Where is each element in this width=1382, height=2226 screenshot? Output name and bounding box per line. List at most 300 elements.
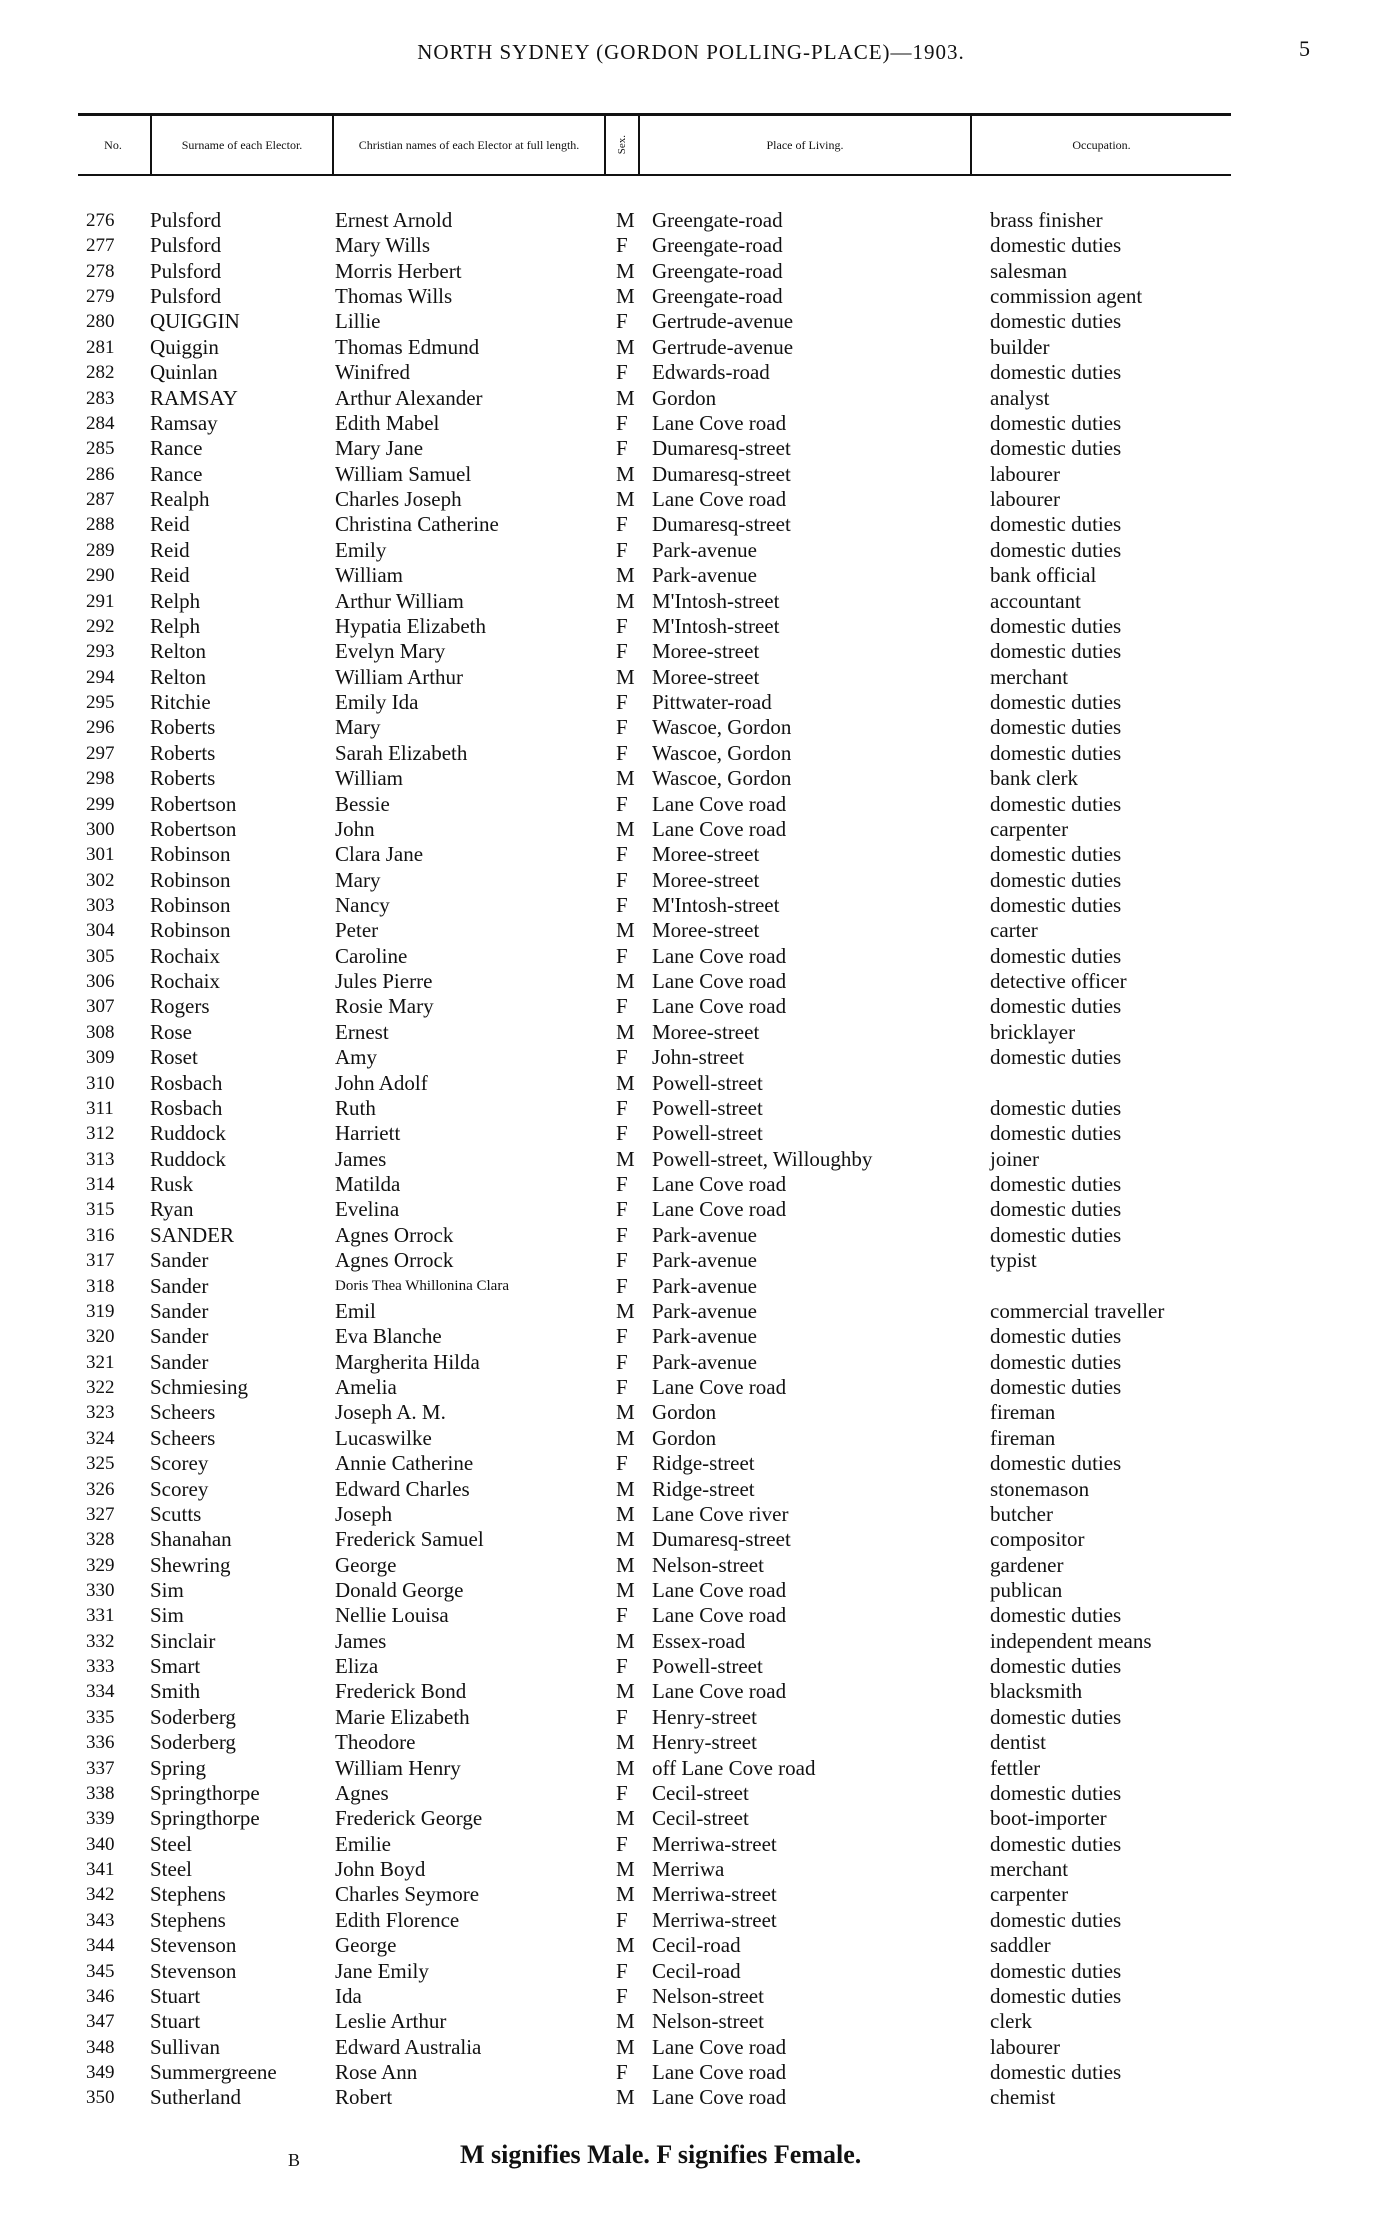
elector-occupation: merchant <box>990 664 1069 689</box>
elector-occupation: domestic duties <box>990 867 1122 892</box>
elector-sex: M <box>616 766 635 791</box>
elector-surname: Rosbach <box>150 1070 223 1095</box>
elector-christian-names: Arthur Alexander <box>335 385 483 410</box>
table-row <box>0 2035 1382 2060</box>
elector-place-of-living: Wascoe, Gordon <box>652 766 792 791</box>
elector-occupation: domestic duties <box>990 613 1122 638</box>
elector-place-of-living: Moree-street <box>652 1019 760 1044</box>
elector-christian-names: Ernest <box>335 1019 389 1044</box>
elector-christian-names: Frederick Samuel <box>335 1527 484 1552</box>
elector-place-of-living: Merriwa-street <box>652 1907 777 1932</box>
elector-sex: F <box>616 233 628 258</box>
elector-surname: Stevenson <box>150 1958 237 1983</box>
elector-number: 281 <box>86 336 115 358</box>
elector-occupation: typist <box>990 1248 1037 1273</box>
table-row <box>0 487 1382 512</box>
elector-number: 278 <box>86 260 115 282</box>
elector-place-of-living: Powell-street <box>652 1654 763 1679</box>
elector-christian-names: John Boyd <box>335 1857 426 1882</box>
elector-surname: Stephens <box>150 1907 226 1932</box>
elector-sex: M <box>616 2034 635 2059</box>
elector-number: 290 <box>86 565 115 587</box>
elector-surname: SANDER <box>150 1222 235 1247</box>
elector-occupation: bricklayer <box>990 1019 1076 1044</box>
elector-number: 314 <box>86 1174 115 1196</box>
table-row <box>0 842 1382 867</box>
elector-sex: F <box>616 1375 628 1400</box>
table-row <box>0 1324 1382 1349</box>
elector-sex: F <box>616 1831 628 1856</box>
elector-sex: F <box>616 639 628 664</box>
elector-number: 342 <box>86 1884 115 1906</box>
elector-number: 279 <box>86 286 115 308</box>
table-row <box>0 1172 1382 1197</box>
elector-surname: Robertson <box>150 791 237 816</box>
elector-number: 329 <box>86 1554 115 1576</box>
elector-sex: M <box>616 461 635 486</box>
elector-place-of-living: Lane Cove road <box>652 487 787 512</box>
elector-surname: Soderberg <box>150 1730 236 1755</box>
elector-occupation: saddler <box>990 1933 1051 1958</box>
elector-occupation: labourer <box>990 2034 1060 2059</box>
elector-place-of-living: Lane Cove road <box>652 943 787 968</box>
table-row <box>0 1451 1382 1476</box>
elector-christian-names: Sarah Elizabeth <box>335 740 468 765</box>
elector-sex: M <box>616 1933 635 1958</box>
header-no: No. <box>104 137 122 152</box>
elector-occupation: commercial traveller <box>990 1298 1165 1323</box>
elector-sex: F <box>616 360 628 385</box>
elector-surname: Sullivan <box>150 2034 221 2059</box>
elector-surname: Springthorpe <box>150 1780 260 1805</box>
elector-place-of-living: Park-avenue <box>652 1349 757 1374</box>
elector-number: 292 <box>86 615 115 637</box>
elector-number: 339 <box>86 1808 115 1830</box>
elector-place-of-living: Merriwa-street <box>652 1882 777 1907</box>
elector-christian-names: Emil <box>335 1298 376 1323</box>
elector-sex: M <box>616 2009 635 2034</box>
elector-sex: M <box>616 563 635 588</box>
table-row <box>0 1832 1382 1857</box>
elector-occupation: domestic duties <box>990 1451 1122 1476</box>
elector-sex: F <box>616 1704 628 1729</box>
elector-place-of-living: Merriwa <box>652 1857 725 1882</box>
elector-sex: F <box>616 1222 628 1247</box>
elector-place-of-living: Gertrude-avenue <box>652 309 794 334</box>
elector-occupation: domestic duties <box>990 1375 1122 1400</box>
elector-surname: Quinlan <box>150 360 218 385</box>
elector-sex: F <box>616 1780 628 1805</box>
elector-occupation: fireman <box>990 1425 1056 1450</box>
elector-sex: F <box>616 1273 628 1298</box>
table-row <box>0 1020 1382 1045</box>
elector-surname: Pulsford <box>150 258 222 283</box>
elector-surname: Shewring <box>150 1552 231 1577</box>
elector-sex: M <box>616 1146 635 1171</box>
elector-surname: Scutts <box>150 1501 202 1526</box>
elector-place-of-living: John-street <box>652 1045 745 1070</box>
elector-number: 313 <box>86 1148 115 1170</box>
elector-sex: M <box>616 1527 635 1552</box>
elector-place-of-living: Edwards-road <box>652 360 770 385</box>
elector-occupation: domestic duties <box>990 690 1122 715</box>
elector-christian-names: Donald George <box>335 1577 464 1602</box>
elector-christian-names: Eva Blanche <box>335 1324 442 1349</box>
table-row <box>0 1274 1382 1299</box>
elector-occupation: domestic duties <box>990 1222 1122 1247</box>
elector-surname: Sutherland <box>150 2085 241 2110</box>
elector-occupation: domestic duties <box>990 892 1122 917</box>
elector-sex: M <box>616 258 635 283</box>
elector-number: 324 <box>86 1427 115 1449</box>
table-row <box>0 436 1382 461</box>
table-row <box>0 1629 1382 1654</box>
table-row <box>0 589 1382 614</box>
elector-occupation: bank official <box>990 563 1097 588</box>
elector-occupation: carpenter <box>990 1882 1069 1907</box>
elector-surname: Robertson <box>150 816 237 841</box>
table-row <box>0 1426 1382 1451</box>
elector-number: 341 <box>86 1859 115 1881</box>
table-row <box>0 1756 1382 1781</box>
elector-surname: Schmiesing <box>150 1375 248 1400</box>
elector-surname: Relph <box>150 588 201 613</box>
elector-christian-names: Hypatia Elizabeth <box>335 613 487 638</box>
elector-occupation: blacksmith <box>990 1679 1083 1704</box>
elector-surname: RAMSAY <box>150 385 238 410</box>
elector-sex: M <box>616 1628 635 1653</box>
table-row <box>0 1350 1382 1375</box>
elector-surname: Stevenson <box>150 1933 237 1958</box>
elector-place-of-living: Park-avenue <box>652 1222 757 1247</box>
elector-place-of-living: Nelson-street <box>652 1552 764 1577</box>
sex-legend-footer: M signifies Male. F signifies Female. <box>460 2140 862 2169</box>
elector-number: 322 <box>86 1377 115 1399</box>
elector-christian-names: William Samuel <box>335 461 472 486</box>
elector-christian-names: Nellie Louisa <box>335 1603 449 1628</box>
elector-surname: Robinson <box>150 918 231 943</box>
table-row <box>0 1096 1382 1121</box>
elector-sex: M <box>616 2085 635 2110</box>
elector-place-of-living: Lane Cove road <box>652 1603 787 1628</box>
elector-sex: M <box>616 918 635 943</box>
table-row <box>0 2009 1382 2034</box>
elector-place-of-living: Lane Cove road <box>652 1197 787 1222</box>
table-row <box>0 1654 1382 1679</box>
elector-sex: M <box>616 1755 635 1780</box>
elector-christian-names: John Adolf <box>335 1070 428 1095</box>
elector-christian-names: George <box>335 1552 397 1577</box>
elector-surname: Robinson <box>150 842 231 867</box>
elector-surname: Realph <box>150 487 210 512</box>
elector-place-of-living: Greengate-road <box>652 233 783 258</box>
elector-christian-names: Robert <box>335 2085 393 2110</box>
elector-occupation: domestic duties <box>990 1324 1122 1349</box>
table-row <box>0 2085 1382 2110</box>
elector-christian-names: Amy <box>335 1045 377 1070</box>
table-row <box>0 1578 1382 1603</box>
elector-number: 277 <box>86 235 115 257</box>
elector-place-of-living: Dumaresq-street <box>652 436 791 461</box>
elector-number: 319 <box>86 1300 115 1322</box>
elector-place-of-living: Merriwa-street <box>652 1831 777 1856</box>
elector-place-of-living: M'Intosh-street <box>652 613 780 638</box>
elector-christian-names: Mary <box>335 715 381 740</box>
elector-sex: F <box>616 537 628 562</box>
table-row <box>0 1299 1382 1324</box>
elector-surname: Ritchie <box>150 690 211 715</box>
elector-sex: F <box>616 842 628 867</box>
elector-number: 320 <box>86 1326 115 1348</box>
elector-place-of-living: Greengate-road <box>652 284 783 309</box>
elector-number: 327 <box>86 1503 115 1525</box>
elector-occupation: domestic duties <box>990 1780 1122 1805</box>
table-row <box>0 411 1382 436</box>
elector-occupation: joiner <box>990 1146 1039 1171</box>
elector-number: 336 <box>86 1732 115 1754</box>
table-row <box>0 614 1382 639</box>
elector-sex: M <box>616 1400 635 1425</box>
elector-surname: Roberts <box>150 740 216 765</box>
elector-christian-names: Edith Mabel <box>335 410 440 435</box>
elector-place-of-living: Lane Cove road <box>652 2085 787 2110</box>
elector-christian-names: Margherita Hilda <box>335 1349 480 1374</box>
elector-number: 307 <box>86 996 115 1018</box>
elector-sex: F <box>616 943 628 968</box>
elector-christian-names: Mary <box>335 867 381 892</box>
table-row <box>0 741 1382 766</box>
elector-christian-names: Mary Jane <box>335 436 424 461</box>
elector-christian-names: Caroline <box>335 943 408 968</box>
elector-place-of-living: Nelson-street <box>652 2009 764 2034</box>
elector-christian-names: Thomas Wills <box>335 284 453 309</box>
elector-sex: M <box>616 1577 635 1602</box>
table-row <box>0 1502 1382 1527</box>
elector-place-of-living: Lane Cove road <box>652 2060 787 2084</box>
elector-occupation: domestic duties <box>990 233 1122 258</box>
elector-place-of-living: Moree-street <box>652 664 760 689</box>
elector-christian-names: Lillie <box>335 309 381 334</box>
elector-place-of-living: Essex-road <box>652 1628 746 1653</box>
elector-place-of-living: Powell-street <box>652 1121 763 1146</box>
elector-occupation: domestic duties <box>990 1121 1122 1146</box>
elector-surname: Reid <box>150 512 190 537</box>
elector-number: 285 <box>86 438 115 460</box>
elector-surname: Shanahan <box>150 1527 232 1552</box>
elector-sex: M <box>616 664 635 689</box>
elector-surname: Roset <box>150 1045 198 1070</box>
elector-occupation: salesman <box>990 258 1067 283</box>
elector-place-of-living: Dumaresq-street <box>652 1527 791 1552</box>
elector-christian-names: William Arthur <box>335 664 464 689</box>
elector-occupation: domestic duties <box>990 360 1122 385</box>
elector-place-of-living: Park-avenue <box>652 1324 757 1349</box>
elector-surname: Sinclair <box>150 1628 216 1653</box>
elector-sex: F <box>616 1324 628 1349</box>
elector-place-of-living: Gertrude-avenue <box>652 334 794 359</box>
table-row <box>0 386 1382 411</box>
elector-occupation: domestic duties <box>990 436 1122 461</box>
elector-surname: Ryan <box>150 1197 194 1222</box>
elector-place-of-living: off Lane Cove road <box>652 1755 816 1780</box>
table-row <box>0 538 1382 563</box>
elector-sex: M <box>616 1806 635 1831</box>
elector-sex: F <box>616 1958 628 1983</box>
elector-christian-names: Thomas Edmund <box>335 334 480 359</box>
elector-occupation: boot-importer <box>990 1806 1107 1831</box>
elector-surname: Robinson <box>150 892 231 917</box>
elector-sex: F <box>616 1603 628 1628</box>
elector-place-of-living: Lane Cove road <box>652 1375 787 1400</box>
elector-place-of-living: Moree-street <box>652 639 760 664</box>
elector-occupation: merchant <box>990 1857 1069 1882</box>
elector-number: 296 <box>86 717 115 739</box>
elector-number: 317 <box>86 1250 115 1272</box>
elector-place-of-living: Henry-street <box>652 1730 757 1755</box>
elector-sex: M <box>616 1857 635 1882</box>
elector-occupation: domestic duties <box>990 842 1122 867</box>
elector-number: 345 <box>86 1960 115 1982</box>
elector-place-of-living: Lane Cove road <box>652 1172 787 1197</box>
table-row <box>0 715 1382 740</box>
elector-sex: F <box>616 867 628 892</box>
elector-number: 343 <box>86 1909 115 1931</box>
elector-number: 328 <box>86 1529 115 1551</box>
elector-occupation: domestic duties <box>990 994 1122 1019</box>
elector-christian-names: George <box>335 1933 397 1958</box>
elector-sex: M <box>616 1425 635 1450</box>
table-row <box>0 563 1382 588</box>
table-row <box>0 335 1382 360</box>
elector-christian-names: Mary Wills <box>335 233 431 258</box>
elector-number: 326 <box>86 1478 115 1500</box>
elector-christian-names: Frederick Bond <box>335 1679 467 1704</box>
elector-number: 288 <box>86 514 115 536</box>
elector-occupation: domestic duties <box>990 309 1122 334</box>
elector-christian-names: Nancy <box>335 892 390 917</box>
table-row <box>0 690 1382 715</box>
table-row <box>0 665 1382 690</box>
elector-surname: Smith <box>150 1679 201 1704</box>
elector-christian-names: Doris Thea Whillonina Clara <box>335 1277 509 1294</box>
elector-occupation: domestic duties <box>990 512 1122 537</box>
elector-occupation: domestic duties <box>990 1704 1122 1729</box>
elector-surname: Sander <box>150 1248 209 1273</box>
elector-place-of-living: Henry-street <box>652 1704 757 1729</box>
table-row <box>0 1603 1382 1628</box>
elector-place-of-living: Powell-street, Willoughby <box>652 1146 873 1171</box>
elector-number: 349 <box>86 2062 115 2083</box>
elector-sex: F <box>616 740 628 765</box>
elector-christian-names: Evelyn Mary <box>335 639 446 664</box>
elector-christian-names: Matilda <box>335 1172 401 1197</box>
table-row <box>0 1781 1382 1806</box>
elector-surname: Sander <box>150 1324 209 1349</box>
elector-occupation: butcher <box>990 1501 1053 1526</box>
elector-christian-names: Emilie <box>335 1831 391 1856</box>
elector-surname: Rance <box>150 436 203 461</box>
elector-occupation: bank clerk <box>990 766 1079 791</box>
elector-christian-names: Ida <box>335 1983 362 2008</box>
elector-surname: Roberts <box>150 766 216 791</box>
elector-number: 294 <box>86 666 115 688</box>
elector-occupation: carter <box>990 918 1038 943</box>
table-row <box>0 1806 1382 1831</box>
elector-christian-names: Amelia <box>335 1375 397 1400</box>
header-christian-names: Christian names of each Elector at full length. <box>358 137 580 152</box>
elector-place-of-living: Lane Cove river <box>652 1501 789 1526</box>
table-row <box>0 1882 1382 1907</box>
elector-occupation: domestic duties <box>990 1654 1122 1679</box>
elector-surname: Scheers <box>150 1400 216 1425</box>
elector-sex: M <box>616 1882 635 1907</box>
elector-christian-names: Ernest Arnold <box>335 208 453 232</box>
elector-sex: F <box>616 1197 628 1222</box>
elector-surname: Scorey <box>150 1451 209 1476</box>
elector-number: 305 <box>86 945 115 967</box>
elector-christian-names: Ruth <box>335 1095 376 1120</box>
table-row <box>0 1071 1382 1096</box>
table-row <box>0 994 1382 1019</box>
elector-number: 289 <box>86 539 115 561</box>
elector-place-of-living: Cecil-road <box>652 1958 741 1983</box>
elector-place-of-living: Wascoe, Gordon <box>652 715 792 740</box>
elector-surname: Sander <box>150 1298 209 1323</box>
elector-number: 295 <box>86 692 115 714</box>
elector-occupation: commission agent <box>990 284 1143 309</box>
elector-place-of-living: Cecil-road <box>652 1933 741 1958</box>
elector-surname: Rogers <box>150 994 210 1019</box>
elector-occupation: clerk <box>990 2009 1032 2034</box>
elector-christian-names: Charles Seymore <box>335 1882 480 1907</box>
table-row <box>0 1908 1382 1933</box>
elector-occupation: compositor <box>990 1527 1085 1552</box>
table-row <box>0 512 1382 537</box>
header-occupation: Occupation. <box>1072 137 1131 152</box>
table-row <box>0 1045 1382 1070</box>
elector-number: 293 <box>86 641 115 663</box>
elector-place-of-living: M'Intosh-street <box>652 588 780 613</box>
elector-surname: Steel <box>150 1831 192 1856</box>
table-row <box>0 918 1382 943</box>
elector-number: 325 <box>86 1453 115 1475</box>
elector-number: 300 <box>86 818 115 840</box>
table-header <box>78 116 1231 174</box>
elector-christian-names: Annie Catherine <box>335 1451 474 1476</box>
elector-number: 291 <box>86 590 115 612</box>
elector-christian-names: Emily Ida <box>335 690 419 715</box>
elector-occupation: domestic duties <box>990 1197 1122 1222</box>
elector-christian-names: Bessie <box>335 791 390 816</box>
elector-place-of-living: Lane Cove road <box>652 2034 787 2059</box>
elector-number: 348 <box>86 2036 115 2058</box>
elector-christian-names: Rosie Mary <box>335 994 434 1019</box>
elector-sex: F <box>616 892 628 917</box>
elector-christian-names: Emily <box>335 537 387 562</box>
elector-christian-names: Christina Catherine <box>335 512 499 537</box>
elector-sex: M <box>616 208 635 232</box>
table-row <box>0 462 1382 487</box>
elector-sex: F <box>616 1983 628 2008</box>
elector-place-of-living: Park-avenue <box>652 537 757 562</box>
elector-christian-names: Morris Herbert <box>335 258 462 283</box>
elector-place-of-living: Cecil-street <box>652 1806 749 1831</box>
elector-occupation: analyst <box>990 385 1050 410</box>
elector-surname: Rochaix <box>150 943 220 968</box>
elector-christian-names: Frederick George <box>335 1806 483 1831</box>
elector-place-of-living: Moree-street <box>652 918 760 943</box>
elector-place-of-living: Lane Cove road <box>652 410 787 435</box>
